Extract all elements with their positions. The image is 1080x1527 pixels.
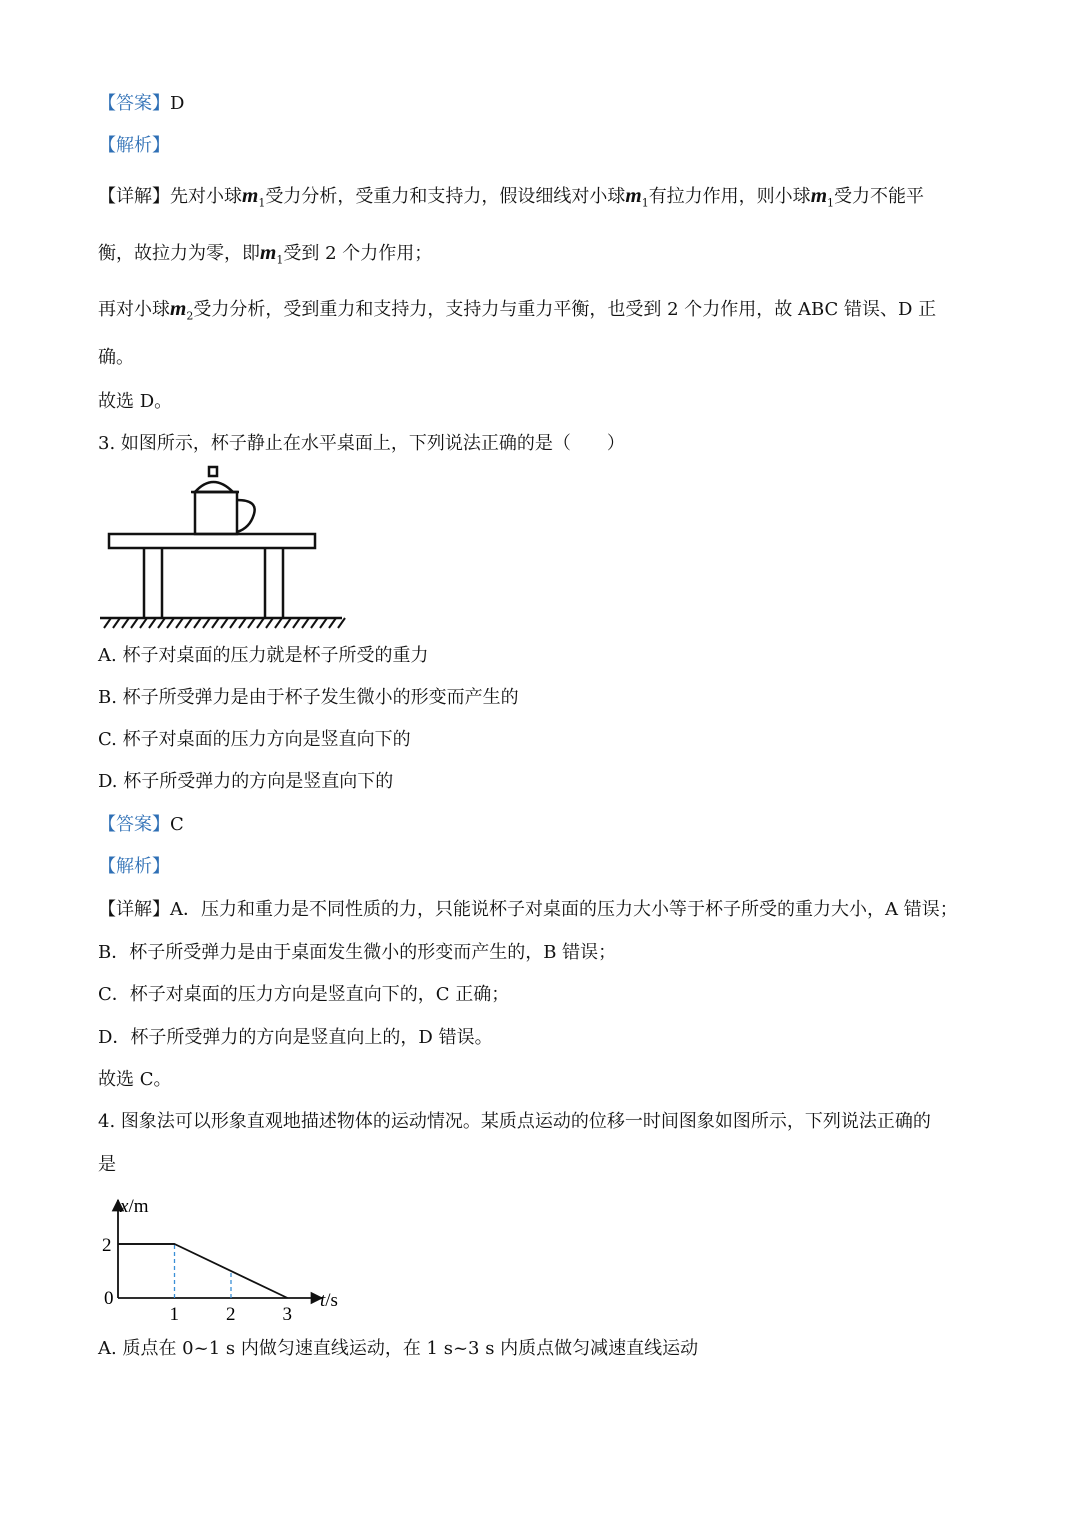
mass-subscript: 2	[186, 309, 194, 323]
x-axis-label: t/s	[320, 1290, 338, 1311]
answer-line	[98, 813, 184, 837]
hatch-mark	[311, 618, 318, 628]
detail-text: 受力不能平	[834, 186, 925, 207]
hatch-mark	[203, 618, 210, 628]
option-a: A. 杯子对桌面的压力就是杯子所受的重力	[98, 645, 429, 666]
hatch-mark	[293, 618, 300, 628]
hatch-mark	[248, 618, 255, 628]
conclusion: 故选 D。	[98, 391, 173, 412]
x-tick-label: 1	[169, 1304, 179, 1325]
hatch-mark	[221, 618, 228, 628]
mass-symbol: m	[170, 296, 187, 320]
hatch-mark	[275, 618, 282, 628]
mass-symbol: m	[242, 183, 259, 207]
hatch-mark	[338, 618, 345, 628]
mass-symbol: m	[625, 183, 642, 207]
detail-text: 受到 2 个力作用；	[283, 243, 433, 264]
origin-label: 0	[104, 1288, 114, 1309]
hatch-mark	[212, 618, 219, 628]
detail-line-2	[98, 240, 432, 273]
detail-text: 先对小球	[170, 186, 242, 207]
cup-body	[195, 492, 237, 534]
detail-text: A．压力和重力是不同性质的力，只能说杯子对桌面的压力大小等于杯子所受的重力大小，A 错误；	[170, 899, 958, 920]
detail-text: 衡，故拉力为零，即	[98, 243, 260, 264]
lid-knob	[209, 467, 217, 476]
mass-subscript: 1	[641, 196, 649, 210]
answer-tag: 【答案】	[98, 93, 170, 114]
detail-text: 受力分析，受重力和支持力，假设细线对小球	[265, 186, 626, 207]
x-tick-label: 2	[226, 1304, 236, 1325]
hatch-mark	[257, 618, 264, 628]
answer-value: D	[170, 93, 185, 114]
hatch-mark	[122, 618, 129, 628]
mass-symbol: m	[810, 183, 828, 207]
detail-text: 有拉力作用，则小球	[648, 186, 811, 207]
mass-subscript: 1	[827, 196, 835, 210]
detail-text: 受力分析，受到重力和支持力，支持力与重力平衡，也受到 2 个力作用，故 ABC 错误、D 正	[193, 299, 937, 320]
option-c: C. 杯子对桌面的压力方向是竖直向下的	[98, 729, 411, 750]
detail-line-4: D．杯子所受弹力的方向是竖直向上的，D 错误。	[98, 1027, 493, 1048]
displacement-time-chart	[90, 1190, 360, 1325]
question-4-option-a: A. 质点在 0~1 s 内做匀速直线运动，在 1 s~3 s 内质点做匀减速直线运动	[98, 1338, 699, 1359]
hatch-mark	[176, 618, 183, 628]
hatch-mark	[131, 618, 138, 628]
hatch-mark	[266, 618, 273, 628]
mass-symbol: m	[260, 240, 277, 264]
detail-line-1	[98, 183, 924, 216]
question-3-stem: 3. 如图所示，杯子静止在水平桌面上，下列说法正确的是（ ）	[98, 433, 625, 454]
detail-line-3	[98, 296, 936, 329]
hatch-mark	[158, 618, 165, 628]
cup-handle	[237, 500, 255, 532]
analysis-tag: 【解析】	[98, 135, 170, 156]
detail-line-1	[98, 898, 958, 922]
option-d: D. 杯子所受弹力的方向是竖直向下的	[98, 771, 394, 792]
hatch-mark	[194, 618, 201, 628]
mass-subscript: 1	[258, 196, 266, 210]
x-tick-label: 3	[282, 1304, 292, 1325]
hatch-mark	[167, 618, 174, 628]
detail-tag: 【详解】	[98, 186, 170, 207]
answer-line	[98, 92, 184, 116]
hatch-mark	[113, 618, 120, 628]
hatch-mark	[302, 618, 309, 628]
answer-value: C	[170, 814, 184, 835]
cup-lid	[195, 482, 233, 492]
table-top	[109, 534, 315, 548]
detail-line-2: B．杯子所受弹力是由于桌面发生微小的形变而产生的，B 错误；	[98, 942, 617, 963]
y-axis-label: x/m	[120, 1196, 149, 1217]
detail-text: 再对小球	[98, 299, 170, 320]
hatch-mark	[140, 618, 147, 628]
question-4-stem-line-2: 是	[98, 1154, 116, 1175]
analysis-tag: 【解析】	[98, 856, 170, 877]
detail-tag: 【详解】	[98, 899, 170, 920]
question-4-stem-line-1: 4. 图象法可以形象直观地描述物体的运动情况。某质点运动的位移一时间图象如图所示，下列说法正确的	[98, 1111, 931, 1132]
hatch-mark	[239, 618, 246, 628]
ground-hatching	[104, 618, 345, 628]
detail-line-4: 确。	[98, 347, 134, 368]
cup-on-table-figure	[98, 462, 348, 634]
series-line	[118, 1244, 288, 1298]
hatch-mark	[284, 618, 291, 628]
hatch-mark	[185, 618, 192, 628]
hatch-mark	[230, 618, 237, 628]
conclusion: 故选 C。	[98, 1069, 172, 1090]
detail-line-3: C．杯子对桌面的压力方向是竖直向下的，C 正确；	[98, 984, 510, 1005]
option-b: B. 杯子所受弹力是由于杯子发生微小的形变而产生的	[98, 687, 519, 708]
hatch-mark	[320, 618, 327, 628]
hatch-mark	[104, 618, 111, 628]
hatch-mark	[149, 618, 156, 628]
hatch-mark	[329, 618, 336, 628]
mass-subscript: 1	[276, 253, 284, 267]
answer-tag: 【答案】	[98, 814, 170, 835]
y-tick-label: 2	[102, 1235, 112, 1256]
